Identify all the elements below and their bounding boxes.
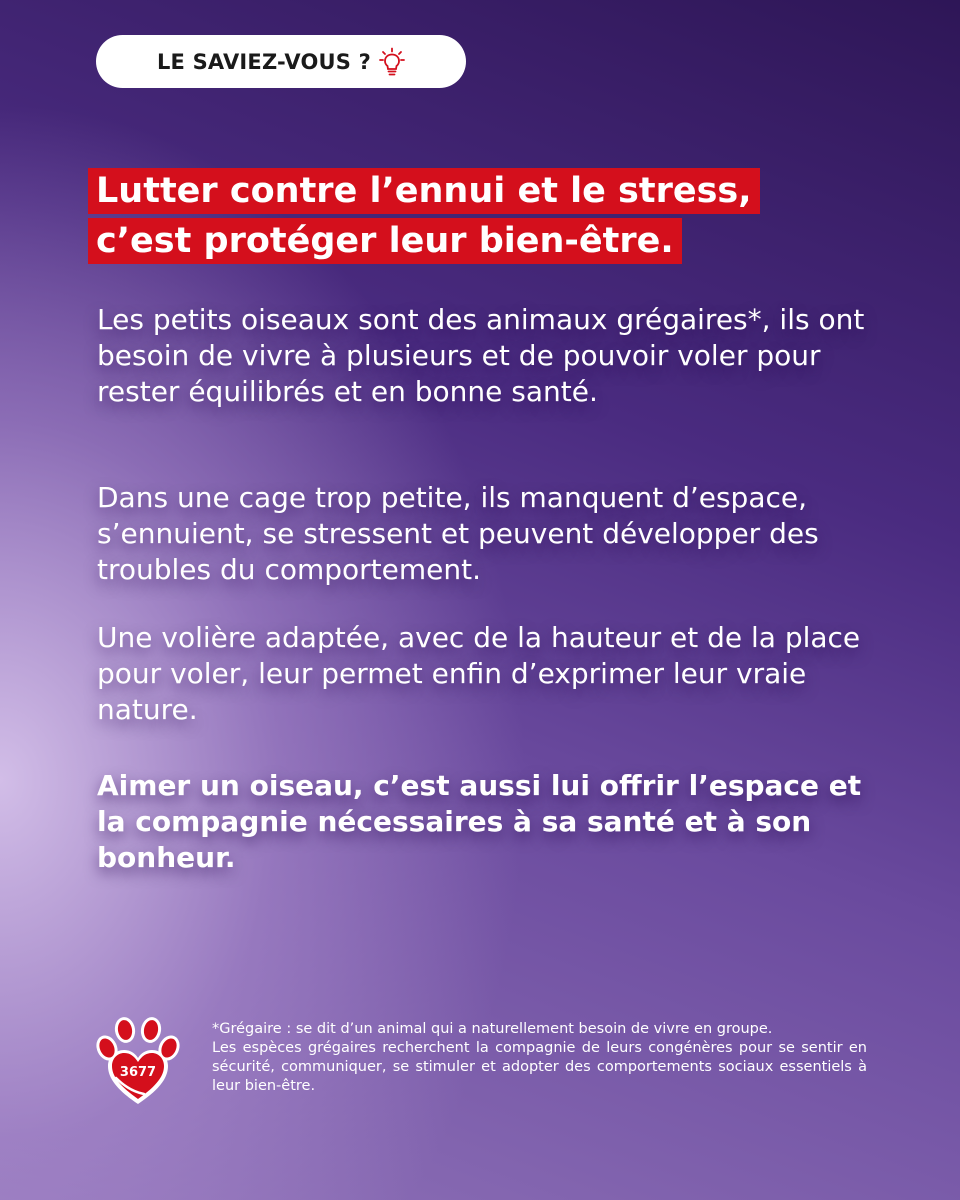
- paragraph-small-cage: Dans une cage trop petite, ils manquent d’espace, s’ennuient, se stressent et peuvent développer des troubles du comportement.: [97, 481, 819, 586]
- footnote-explanation: Les espèces grégaires recherchent la compagnie de leurs congénères pour se sentir en sécurité, communiquer, se stimuler et adopter des comportements sociaux essentiels à leur bien-être.: [212, 1040, 867, 1094]
- paragraph-gregarious: Les petits oiseaux sont des animaux grégaires*, ils ont besoin de vivre à plusieurs et de pouvoir voler pour rester équilibrés et en bonne santé.: [97, 303, 865, 408]
- paragraph-conclusion: Aimer un oiseau, c’est aussi lui offrir l’espace et la compagnie nécessaires à sa santé et à son bonheur.: [97, 769, 862, 874]
- headline-line-1: Lutter contre l’ennui et le stress,: [88, 168, 760, 214]
- headline-line-2: c’est protéger leur bien-être.: [88, 218, 682, 264]
- footnote-definition: *Grégaire : se dit d’un animal qui a naturellement besoin de vivre en groupe.: [212, 1021, 773, 1037]
- did-you-know-badge: [96, 35, 466, 88]
- badge-label: LE SAVIEZ-VOUS ?: [156, 49, 372, 74]
- footnote: [212, 1020, 867, 1096]
- lightbulb-icon: [379, 47, 405, 77]
- paragraph-aviary: Une volière adaptée, avec de la hauteur et de la place pour voler, leur permet enfin d’exprimer leur vraie nature.: [97, 621, 861, 726]
- logo-number: 3677: [119, 1065, 157, 1080]
- headline: [88, 168, 760, 264]
- paw-heart-logo: [94, 1016, 186, 1108]
